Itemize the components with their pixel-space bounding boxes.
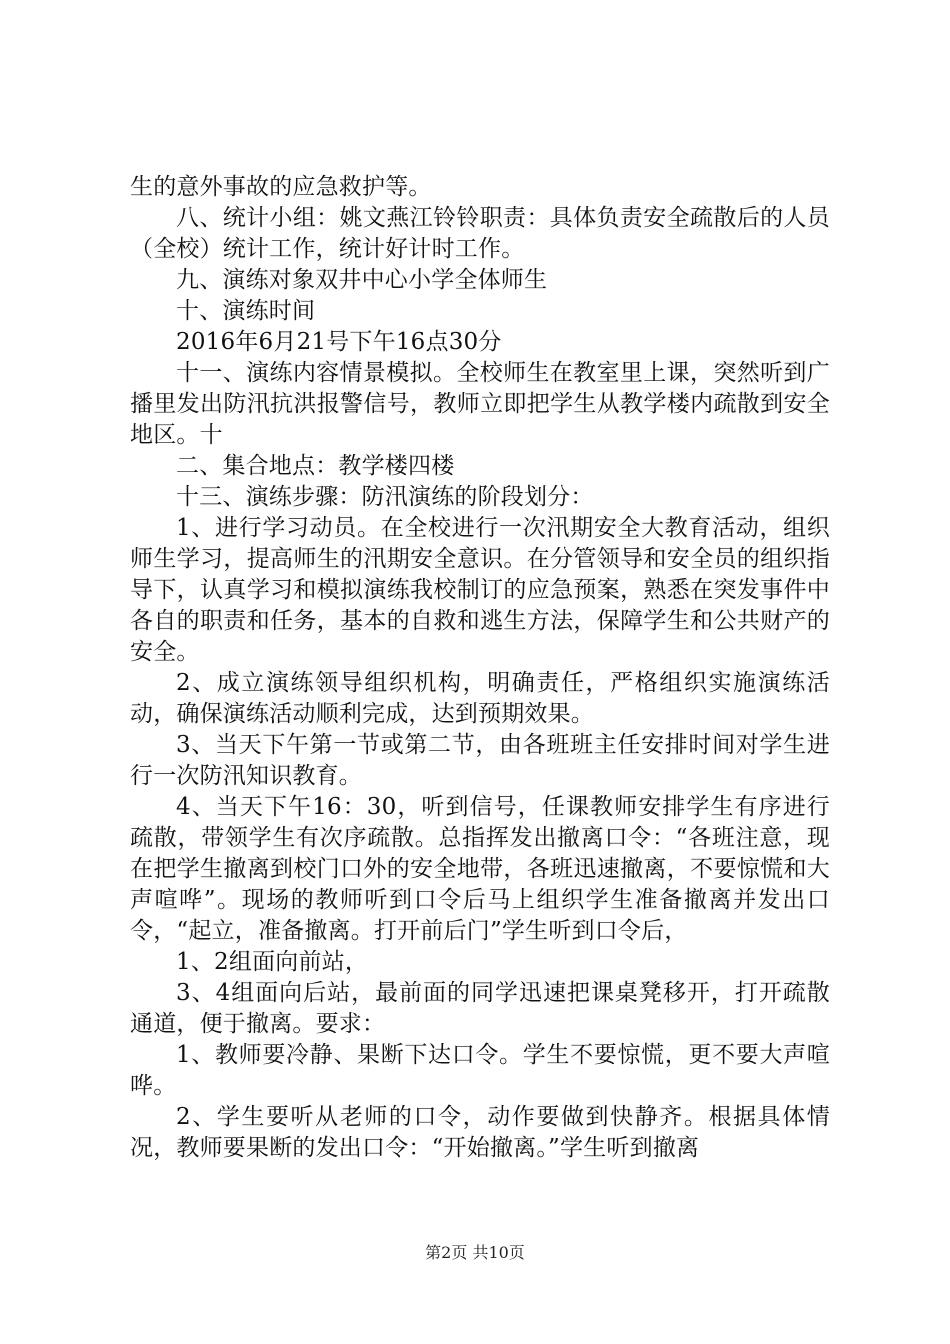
paragraph-4: 十、演练时间 xyxy=(176,298,316,324)
paragraph-13: 1、2组面向前站， xyxy=(176,949,369,975)
page-footer: 第2页 共10页 xyxy=(425,1243,525,1262)
paragraph-8: 十三、演练步骤：防汛演练的阶段划分： xyxy=(176,484,594,510)
paragraph-14: 3、4组面向后站，最前面的同学迅速把课桌凳移开，打开疏散通道，便于撤离。要求： xyxy=(130,980,830,1037)
paragraph-3: 九、演练对象双井中心小学全体师生 xyxy=(176,267,548,293)
document-body xyxy=(130,172,830,1164)
paragraph-6: 十一、演练内容情景模拟。全校师生在教室里上课，突然听到广播里发出防汛抗洪报警信号，教师立即把学生从教学楼内疏散到安全地区。十 xyxy=(130,360,830,448)
paragraph-11: 3、当天下午第一节或第二节，由各班班主任安排时间对学生进行一次防汛知识教育。 xyxy=(130,732,830,789)
paragraph-2: 八、统计小组：姚文燕江铃铃职责：具体负责安全疏散后的人员（全校）统计工作，统计好计时工作。 xyxy=(130,205,830,262)
paragraph-12: 4、当天下午16：30，听到信号，任课教师安排学生有序进行疏散，带领学生有次序疏散。总指挥发出撤离口令：“各班注意，现在把学生撤离到校门口外的安全地带，各班迅速撤离，不要惊慌和大声喧哗”。现场的教师听到口令后马上组织学生准备撤离并发出口令，“起立，准备撤离。打开前后门”学生听到口令后， xyxy=(130,794,830,944)
paragraph-16: 2、学生要听从老师的口令，动作要做到快静齐。根据具体情况，教师要果断的发出口令：“开始撤离。”学生听到撤离 xyxy=(130,1104,830,1161)
paragraph-10: 2、成立演练领导组织机构，明确责任，严格组织实施演练活动，确保演练活动顺利完成，达到预期效果。 xyxy=(130,670,830,727)
paragraph-9: 1、进行学习动员。在全校进行一次汛期安全大教育活动，组织师生学习，提高师生的汛期安全意识。在分管领导和安全员的组织指导下，认真学习和模拟演练我校制订的应急预案，熟悉在突发事件中各自的职责和任务，基本的自救和逃生方法，保障学生和公共财产的安全。 xyxy=(130,515,830,665)
paragraph-15: 1、教师要冷静、果断下达口令。学生不要惊慌，更不要大声喧哗。 xyxy=(130,1042,830,1099)
paragraph-5: 2016年6月21号下午16点30分 xyxy=(176,329,502,355)
paragraph-7: 二、集合地点：教学楼四楼 xyxy=(176,453,455,479)
paragraph-1: 生的意外事故的应急救护等。 xyxy=(130,174,432,200)
